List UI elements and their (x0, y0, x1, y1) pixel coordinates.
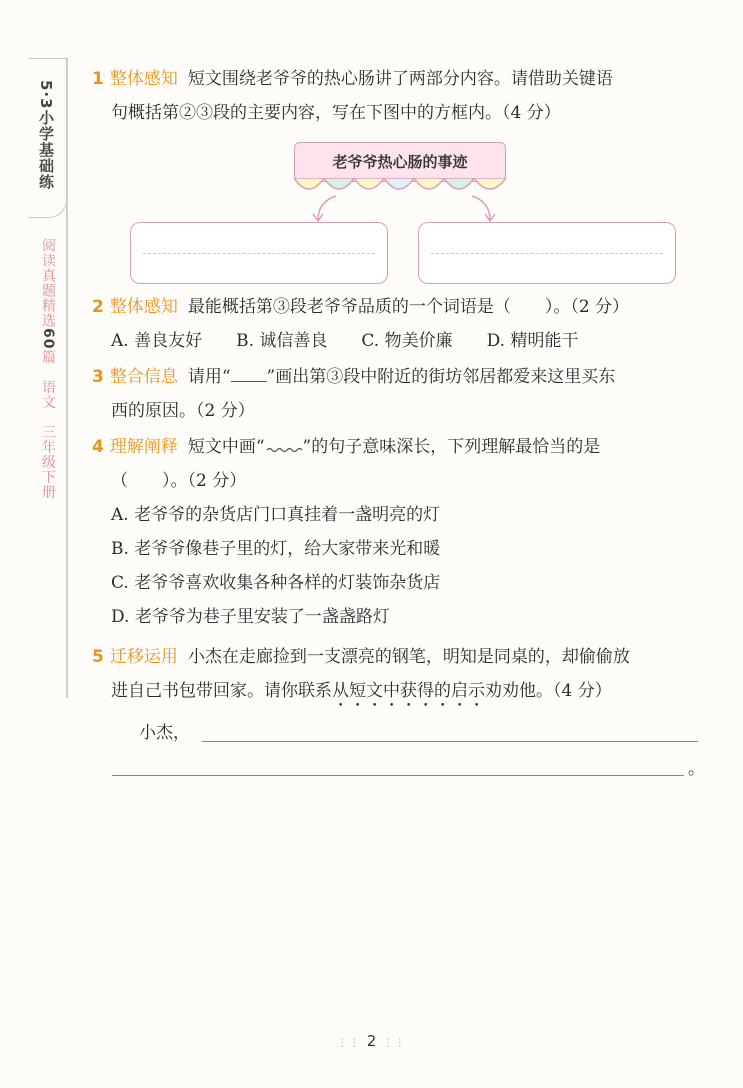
answer-box-paragraph-3[interactable] (418, 222, 676, 284)
question-tag: 整体感知 (109, 69, 178, 89)
series-title: 阅读真题精选60篇 语文 三年级下册 (40, 238, 56, 500)
question-tag: 整合信息 (109, 367, 178, 387)
question-2 (92, 290, 702, 358)
answer-line-2[interactable] (112, 774, 684, 776)
question-number: 4 (92, 437, 104, 457)
arrow-left-icon (310, 194, 340, 224)
wavy-line-mark (265, 436, 303, 452)
summary-diagram (130, 138, 676, 286)
page-number: 2 (366, 1032, 377, 1050)
option-a[interactable]: A. 善良友好 (111, 331, 203, 351)
book-title: 5·3小学基础练 (37, 80, 55, 190)
question-1 (92, 62, 702, 130)
question-text: 最能概括第③段老爷爷品质的一个词语是（ ）。（2 分） (187, 297, 630, 317)
question-text: 短文围绕老爷爷的热心肠讲了两部分内容。请借助关键语 (187, 69, 613, 89)
page-number-footer (0, 1032, 743, 1050)
question-tag: 迁移运用 (109, 647, 178, 667)
option-c[interactable]: C. 物美价廉 (361, 331, 453, 351)
question-number: 5 (92, 647, 104, 667)
sidebar (22, 58, 68, 698)
underline-mark (231, 363, 267, 382)
question-5: 5 迁移运用 小杰在走廊捡到一支漂亮的钢笔，明知是同桌的，却偷偷放 进自己书包带回家。请你联系从短文中获得的启示劝劝他。（4 分） (92, 647, 630, 701)
question-number: 3 (92, 367, 104, 387)
answer-end-mark: 。 (688, 759, 705, 779)
option-d[interactable]: D. 精明能干 (486, 331, 579, 351)
question-number: 1 (92, 69, 104, 89)
question-text: 小杰在走廊捡到一支漂亮的钢笔，明知是同桌的，却偷偷放 (187, 647, 630, 667)
emphasized-text: 从短文中获得的启示 (332, 681, 485, 701)
question-number: 2 (92, 297, 104, 317)
option-b[interactable]: B. 诚信善良 (236, 331, 328, 351)
question-3: 3 整合信息 请用“ ”画出第③段中附近的街坊邻居都爱来这里买东 西的原因。（2 分） (92, 360, 702, 428)
question-tag: 理解阐释 (109, 437, 178, 457)
options-row (92, 331, 612, 351)
diagram-title: 老爷爷热心肠的事迹 (294, 142, 506, 182)
question-text: （ ）。（2 分） (111, 471, 247, 491)
question-text: 句概括第②③段的主要内容，写在下图中的方框内。（4 分） (111, 103, 561, 123)
option-c[interactable]: C. 老爷爷喜欢收集各种各样的灯装饰杂货店 (111, 573, 441, 593)
question-4: 4 理解阐释 短文中画“ ”的句子意味深长，下列理解最恰当的是 （ ）。（2 分） A. 老爷爷的杂货店门口真挂着一盏明亮的灯 B. 老爷爷像巷子里的灯，给大家带来光和暖 C. 老爷爷喜欢收集各种各样的灯装饰杂货店 D. 老爷爷为巷子里安装了一盏盏路灯 (92, 430, 702, 634)
footer-deco-left-icon: ⋮⋮ (336, 1036, 361, 1049)
question-text: 西的原因。（2 分） (111, 401, 255, 421)
answer-box-paragraph-2[interactable] (130, 222, 388, 284)
answer-line-1[interactable] (202, 740, 698, 742)
option-a[interactable]: A. 老爷爷的杂货店门口真挂着一盏明亮的灯 (111, 505, 441, 525)
answer-prefix: 小杰， (139, 723, 190, 743)
footer-deco-right-icon: ⋮⋮ (382, 1036, 407, 1049)
arrow-right-icon (468, 194, 498, 224)
option-d[interactable]: D. 老爷爷为巷子里安装了一盏盏路灯 (111, 607, 390, 627)
option-b[interactable]: B. 老爷爷像巷子里的灯，给大家带来光和暖 (111, 539, 441, 559)
question-tag: 整体感知 (109, 297, 178, 317)
